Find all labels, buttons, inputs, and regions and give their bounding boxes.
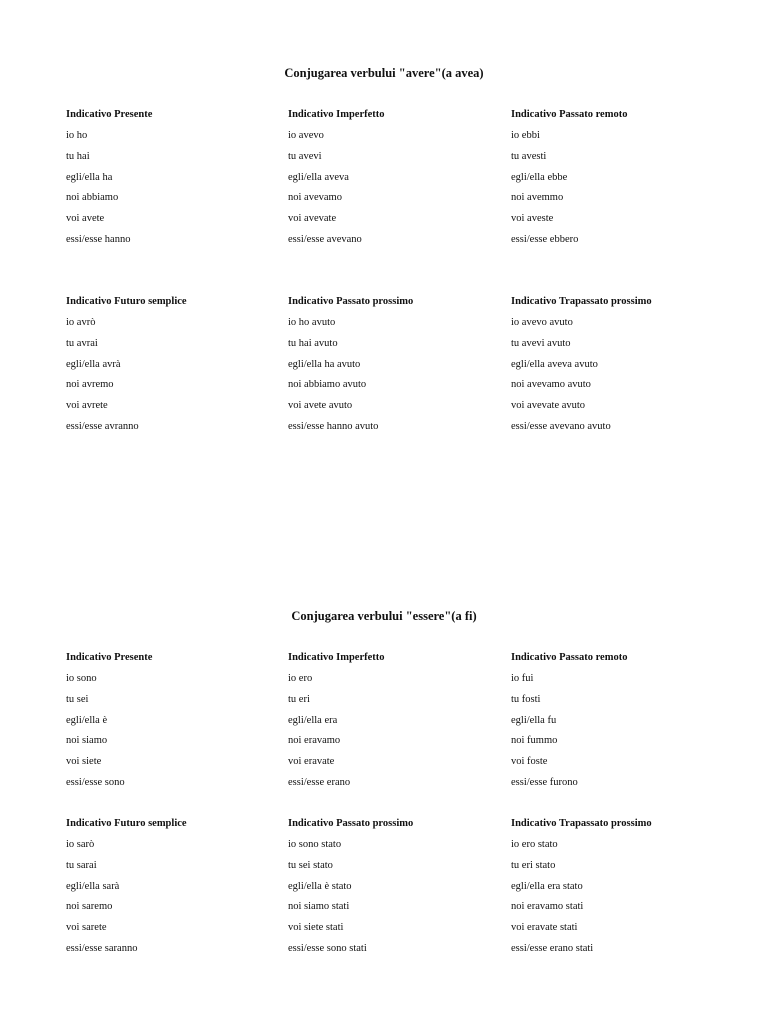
conjugation-form: noi avemmo — [511, 192, 564, 204]
tense-heading: Indicativo Trapassato prossimo — [511, 296, 652, 307]
conjugation-form: noi abbiamo — [66, 192, 119, 204]
conjugation-form: egli/ella fu — [511, 714, 557, 726]
conjugation-form: essi/esse furono — [511, 776, 578, 788]
tense-heading: Indicativo Futuro semplice — [66, 818, 187, 829]
conjugation-form: io sono — [66, 673, 97, 684]
conjugation-form: tu fosti — [511, 693, 541, 705]
conjugation-form: egli/ella era — [288, 714, 338, 726]
tense-heading: Indicativo Futuro semplice — [66, 296, 187, 307]
conjugation-form: io avevo — [288, 130, 324, 141]
conjugation-form: io avrò — [66, 317, 96, 328]
conjugation-form: tu avevi — [288, 150, 322, 162]
conjugation-form: voi avete avuto — [288, 400, 353, 412]
tense-column — [66, 296, 286, 442]
conjugation-form: voi eravate — [288, 756, 335, 768]
conjugation-form: essi/esse sono — [66, 776, 125, 788]
conjugation-form: essi/esse erano — [288, 776, 351, 788]
conjugation-form: essi/esse erano stati — [511, 942, 594, 954]
conjugation-form: voi siete stati — [288, 922, 344, 934]
conjugation-form: essi/esse avevano avuto — [511, 420, 611, 432]
tense-column — [66, 109, 286, 255]
conjugation-form: tu sei stato — [288, 859, 333, 871]
section-title: Conjugarea verbului "avere"(a avea) — [284, 66, 484, 80]
conjugation-form: egli/ella ha avuto — [288, 358, 361, 370]
tense-heading: Indicativo Trapassato prossimo — [511, 818, 652, 829]
tense-column — [288, 296, 508, 442]
conjugation-form: essi/esse hanno avuto — [288, 420, 379, 432]
conjugation-form: egli/ella ebbe — [511, 171, 568, 183]
conjugation-form: egli/ella aveva avuto — [511, 358, 598, 370]
tense-column — [288, 109, 508, 255]
conjugation-form: noi siamo stati — [288, 901, 350, 913]
tense-column — [288, 818, 508, 964]
conjugation-form: io ebbi — [511, 130, 540, 141]
conjugation-form: voi eravate stati — [511, 922, 578, 934]
conjugation-form: io fui — [511, 673, 534, 684]
conjugation-form: tu avesti — [511, 150, 547, 162]
conjugation-form: noi avevamo — [288, 192, 342, 204]
conjugation-form: tu hai avuto — [288, 337, 338, 349]
conjugation-form: essi/esse avevano — [288, 233, 362, 245]
conjugation-form: egli/ella è stato — [288, 880, 352, 892]
conjugation-form: essi/esse avranno — [66, 420, 139, 432]
conjugation-form: tu eri — [288, 693, 310, 705]
tense-column — [66, 652, 286, 798]
conjugation-form: voi sarete — [66, 922, 107, 934]
tense-heading: Indicativo Passato prossimo — [288, 296, 414, 307]
conjugation-form: tu avevi avuto — [511, 337, 571, 349]
conjugation-form: noi eravamo stati — [511, 901, 584, 913]
conjugation-form: egli/ella avrà — [66, 358, 121, 370]
conjugation-form: essi/esse sono stati — [288, 942, 367, 954]
conjugation-form: voi foste — [511, 756, 548, 768]
conjugation-form: voi avete — [66, 213, 105, 225]
tense-column — [288, 652, 508, 798]
conjugation-form: egli/ella ha — [66, 171, 113, 183]
conjugation-form: tu sarai — [66, 859, 97, 871]
conjugation-form: noi avevamo avuto — [511, 379, 591, 391]
conjugation-form: egli/ella sarà — [66, 880, 120, 892]
conjugation-form: egli/ella aveva — [288, 171, 349, 183]
conjugation-form: io ho avuto — [288, 317, 336, 328]
conjugation-form: noi saremo — [66, 901, 113, 913]
conjugation-form: noi avremo — [66, 379, 114, 391]
tense-column — [511, 818, 731, 964]
tense-heading: Indicativo Imperfetto — [288, 652, 385, 663]
conjugation-form: noi fummo — [511, 735, 558, 747]
conjugation-form: voi avevate — [288, 213, 337, 225]
conjugation-form: tu sei — [66, 693, 89, 705]
section-title: Conjugarea verbului "essere"(a fi) — [291, 609, 477, 623]
conjugation-form: voi avevate avuto — [511, 400, 586, 412]
conjugation-form: egli/ella è — [66, 714, 108, 726]
conjugation-form: essi/esse hanno — [66, 233, 131, 245]
tense-heading: Indicativo Presente — [66, 109, 153, 120]
tense-column — [511, 109, 731, 255]
tense-heading: Indicativo Passato prossimo — [288, 818, 414, 829]
conjugation-form: voi siete — [66, 756, 102, 768]
tense-heading: Indicativo Passato remoto — [511, 109, 628, 120]
tense-column — [66, 818, 286, 964]
conjugation-form: io sarò — [66, 839, 95, 850]
conjugation-form: io avevo avuto — [511, 317, 573, 328]
conjugation-form: tu hai — [66, 150, 90, 162]
conjugation-form: noi siamo — [66, 735, 108, 747]
conjugation-form: egli/ella era stato — [511, 880, 583, 892]
conjugation-form: io ho — [66, 130, 88, 141]
conjugation-form: io ero — [288, 673, 313, 684]
conjugation-form: noi eravamo — [288, 735, 341, 747]
conjugation-form: essi/esse saranno — [66, 942, 138, 954]
conjugation-form: tu eri stato — [511, 859, 556, 871]
tense-heading: Indicativo Passato remoto — [511, 652, 628, 663]
conjugation-form: io ero stato — [511, 839, 558, 850]
tense-heading: Indicativo Presente — [66, 652, 153, 663]
tense-column — [511, 296, 731, 442]
tense-heading: Indicativo Imperfetto — [288, 109, 385, 120]
conjugation-form: essi/esse ebbero — [511, 233, 579, 245]
conjugation-form: tu avrai — [66, 337, 98, 349]
conjugation-form: io sono stato — [288, 839, 342, 850]
conjugation-form: voi avrete — [66, 400, 108, 412]
conjugation-form: voi aveste — [511, 213, 554, 225]
conjugation-form: noi abbiamo avuto — [288, 379, 367, 391]
tense-column — [511, 652, 731, 798]
